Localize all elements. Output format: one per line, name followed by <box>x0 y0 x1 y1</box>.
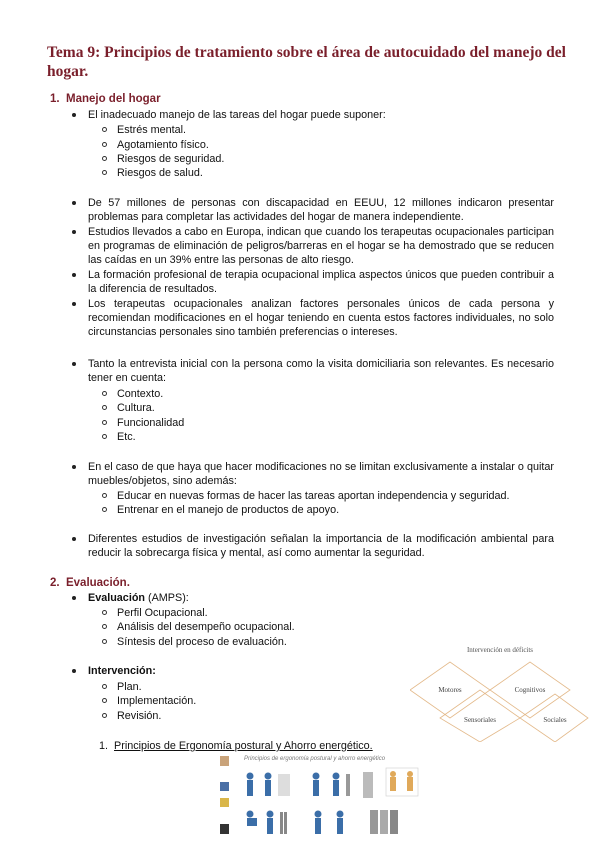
section-1-number: 1. <box>50 93 60 105</box>
sub-bullet-contexto: Contexto. <box>117 388 164 400</box>
sub-bullet-funcionalidad: Funcionalidad <box>117 417 185 429</box>
sub-bullet-agotamiento: Agotamiento físico. <box>117 139 209 151</box>
bullet-tareas-hogar: El inadecuado manejo de las tareas del hogar puede suponer: <box>88 108 554 122</box>
diagram-title: Intervención en déficits <box>466 646 534 654</box>
section-2-title: Evaluación. <box>65 577 130 589</box>
bullet-intervencion <box>88 664 388 678</box>
sub-bullet-entrenar: Entrenar en el manejo de productos de apoyo. <box>117 504 340 516</box>
illustration-caption: Principios de ergonomía postural y ahorro energético <box>244 756 386 762</box>
section-1-heading <box>50 93 161 105</box>
sub-bullet-estres: Estrés mental. <box>117 124 187 136</box>
sub-bullet-riesgos-seguridad: Riesgos de seguridad. <box>117 153 225 165</box>
bullet-evaluacion <box>88 591 554 605</box>
icon-house <box>220 756 229 766</box>
sub-bullet-educar: Educar en nuevas formas de hacer las tareas aportan independencia y seguridad. <box>117 490 510 502</box>
sub-bullet-cultura: Cultura. <box>117 402 155 414</box>
sub-bullet-revision: Revisión. <box>117 710 162 722</box>
bullet-entrevista: Tanto la entrevista inicial con la persona como la visita domiciliaria son relevantes. Es necesario tener en cuenta: <box>88 358 554 385</box>
label-motores: Motores <box>438 686 462 694</box>
icon-person-small <box>220 782 229 791</box>
ergonomics-illustration <box>218 752 423 842</box>
sub-bullet-plan: Plan. <box>117 681 142 693</box>
label-sociales: Sociales <box>543 716 567 724</box>
evaluacion-amps: (AMPS): <box>145 592 189 604</box>
sub-bullet-analisis: Análisis del desempeño ocupacional. <box>117 621 295 633</box>
label-cognitivos: Cognitivos <box>514 686 546 694</box>
label-sensoriales: Sensoriales <box>464 716 496 724</box>
subsection-number: 1. <box>99 740 109 752</box>
subsection-title: Principios de Ergonomía postural y Ahorro energético. <box>114 740 373 752</box>
intervention-diagram <box>410 642 590 742</box>
icon-chair <box>220 824 229 834</box>
bullet-estudios: Diferentes estudios de investigación señalan la importancia de la modificación ambiental para reducir la sobrecarga física y mental, así como aumentar la seguridad. <box>88 533 554 560</box>
intervencion-label: Intervención: <box>88 665 156 677</box>
bullet-modificaciones: En el caso de que haya que hacer modificaciones no se limitan exclusivamente a instalar o quitar muebles/objetos, sino además: <box>88 461 554 488</box>
bullet-terapeutas: Los terapeutas ocupacionales analizan factores personales únicos de cada persona y recomiendan modificaciones en el hogar teniendo en cuenta estos factores individuales, no solo circunstancias personales sino también preferencias o intereses. <box>88 298 554 339</box>
bullet-eeuu: De 57 millones de personas con discapacidad en EEUU, 12 millones indicaron presentar problemas para completar las actividades del hogar de manera independiente. <box>88 197 554 224</box>
section-2-number: 2. <box>50 577 60 589</box>
sub-bullet-etc: Etc. <box>117 431 136 443</box>
evaluacion-label: Evaluación <box>88 592 146 604</box>
sub-bullet-perfil: Perfil Ocupacional. <box>117 607 208 619</box>
sub-bullet-implementacion: Implementación. <box>117 695 197 707</box>
sub-bullet-riesgos-salud: Riesgos de salud. <box>117 167 203 179</box>
icon-box <box>220 798 229 807</box>
bullet-europa: Estudios llevados a cabo en Europa, indican que cuando los terapeutas ocupacionales participan en programas de eliminación de peligros/barreras en el hogar se ha demostrado que se reducen las caídas en un 39% entre las personas de alto riesgo. <box>88 226 554 267</box>
section-2-heading <box>50 577 130 589</box>
counter-shape <box>278 774 290 796</box>
section-1-title: Manejo del hogar <box>65 93 161 105</box>
bullet-formacion: La formación profesional de terapia ocupacional implica aspectos únicos que pueden contribuir a la diferencia de resultados. <box>88 269 554 296</box>
page-title: Tema 9: Principios de tratamiento sobre el área de autocuidado del manejo del hogar. <box>47 44 566 80</box>
sub-bullet-sintesis: Síntesis del proceso de evaluación. <box>117 636 287 648</box>
